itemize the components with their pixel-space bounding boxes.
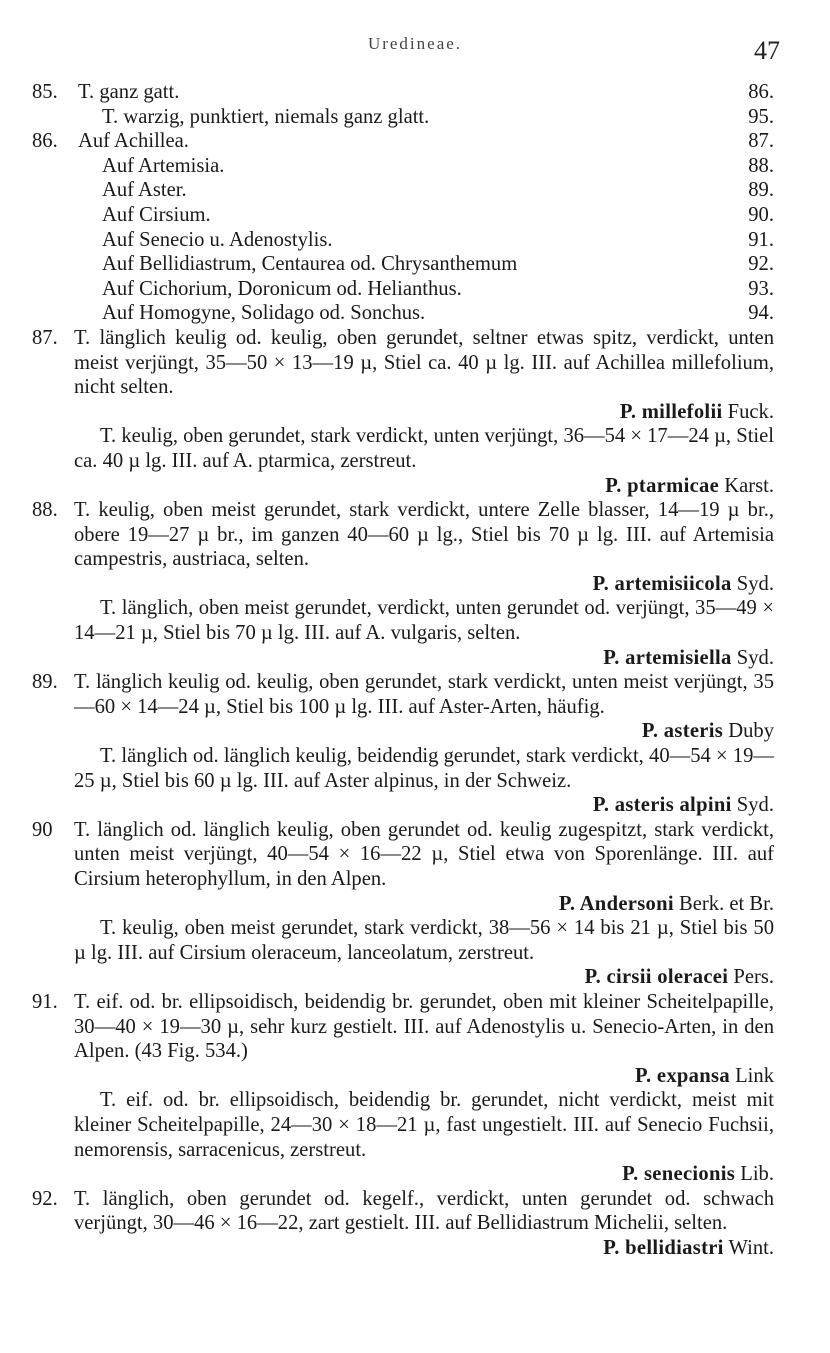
species-entry [32, 424, 774, 498]
entry-body [74, 670, 774, 744]
key-line-text: Auf Cirsium. [102, 203, 211, 226]
couplet-reference: 89. [748, 179, 774, 202]
couplet-number: 92. [32, 1187, 58, 1210]
couplet-number: 88. [32, 499, 58, 522]
entry-description: T. länglich od. länglich keulig, oben gerundet od. keulig zugespitzt, stark verdickt, unten meist verjüngt, 40—54 × 16—22 µ, Stiel etwa von Sporenlänge. III. auf Cirsium heterophyllum, in den Alpen. [74, 818, 774, 890]
species-citation [74, 646, 774, 671]
couplet-reference: 86. [748, 81, 774, 103]
entry-description: T. keulig, oben meist gerundet, stark verdickt, 38—56 × 14 bis 21 µ, Stiel bis 50 µ lg. III. auf Cirsium oleraceum, lanceolatum, zerstreut. [74, 917, 774, 964]
key-line [32, 203, 774, 228]
key-line [32, 252, 774, 277]
species-entry [32, 1088, 774, 1186]
couplet-number: 90 [32, 818, 53, 841]
key-content [32, 80, 774, 1261]
entry-description: T. keulig, oben meist gerundet, stark verdickt, untere Zelle blasser, 14—19 µ br., obere 19—27 µ br., im ganzen 40—60 µ lg., Stiel bis 70 µ lg. III. auf Artemisia campestris, austriaca, selten. [74, 499, 774, 571]
species-citation [74, 400, 774, 425]
species-name: P. senecionis [622, 1163, 736, 1186]
species-name: P. expansa [635, 1064, 730, 1087]
key-line-text: Auf Senecio u. Adenostylis. [102, 228, 333, 251]
species-citation [74, 793, 774, 818]
entry-body [74, 1187, 774, 1261]
couplet-reference: 87. [748, 130, 774, 153]
key-line [32, 178, 774, 203]
key-line-text: Auf Artemisia. [102, 154, 225, 177]
key-line [32, 228, 774, 253]
species-entry [32, 744, 774, 818]
entry-description: T. länglich, oben meist gerundet, verdickt, unten gerundet od. verjüngt, 35—49 × 14—21 µ, Stiel bis 70 µ lg. III. auf A. vulgaris, selten. [74, 597, 774, 645]
entry-body [74, 498, 774, 596]
couplet-number: 85. [32, 81, 58, 103]
couplet-reference: 92. [748, 253, 774, 276]
key-line-text: Auf Cichorium, Doronicum od. Helianthus. [102, 277, 462, 300]
species-name: P. artemisiicola [592, 572, 732, 595]
species-name: P. artemisiella [603, 646, 732, 669]
species-citation [74, 965, 774, 990]
key-simple-list [32, 80, 774, 326]
entry-body [74, 990, 774, 1088]
species-author: Pers. [733, 966, 774, 989]
species-name: P. ptarmicae [605, 474, 720, 497]
species-name: P. Andersoni [558, 892, 674, 915]
species-author: Duby [728, 720, 774, 743]
species-entry [32, 326, 774, 424]
species-entry [32, 990, 774, 1088]
entry-body [74, 424, 774, 498]
entry-description: T. länglich keulig od. keulig, oben gerundet, stark verdickt, unten meist verjüngt, 35—60 × 14—24 µ, Stiel bis 100 µ lg. III. auf Aster-Arten, häufig. [74, 671, 774, 718]
couplet-reference: 88. [748, 154, 774, 177]
key-line-text: Auf Bellidiastrum, Centaurea od. Chrysanthemum [102, 253, 518, 276]
couplet-number: 89. [32, 671, 58, 694]
running-head: Uredineae. [367, 34, 463, 53]
couplet-number: 86. [32, 130, 58, 153]
key-line-text: Auf Achillea. [78, 130, 189, 153]
key-line [32, 301, 774, 326]
key-line-text: Auf Aster. [102, 179, 187, 202]
species-author: Link [735, 1064, 774, 1087]
key-line [32, 154, 774, 179]
species-author: Karst. [724, 474, 774, 497]
entry-body [74, 916, 774, 990]
species-author: Syd. [736, 572, 774, 595]
entry-description: T. keulig, oben gerundet, stark verdickt, unten verjüngt, 36—54 × 17—24 µ, Stiel ca. 40 µ lg. III. auf A. ptarmica, zerstreut. [74, 425, 774, 472]
key-line [32, 80, 774, 105]
key-line-text: Auf Homogyne, Solidago od. Sonchus. [102, 302, 426, 325]
entry-description: T. länglich keulig od. keulig, oben gerundet, seltner etwas spitz, verdickt, unten meist verjüngt, 35—50 × 13—19 µ, Stiel ca. 40 µ lg. III. auf Achillea millefolium, nicht selten. [74, 326, 774, 399]
species-entry [32, 596, 774, 670]
species-name: P. millefolii [619, 400, 723, 423]
key-line-text: T. ganz gatt. [78, 81, 180, 103]
species-author: Lib. [740, 1163, 774, 1186]
species-author: Syd. [736, 794, 774, 817]
species-citation [74, 719, 774, 744]
species-entry [32, 498, 774, 596]
entry-body [74, 326, 774, 424]
entry-body [74, 744, 774, 818]
key-line-text: T. warzig, punktiert, niemals ganz glatt. [102, 105, 430, 128]
species-author: Berk. et Br. [679, 892, 774, 915]
entry-description: T. eif. od. br. ellipsoidisch, beidendig br. gerundet, oben mit kleiner Scheitelpapille, 30—40 × 19—30 µ, sehr kurz gestielt. III. auf Adenostylis u. Senecio-Arten, in den Alpen. (43 Fig. 534.) [74, 990, 774, 1063]
species-entry [32, 916, 774, 990]
couplet-number: 87. [32, 326, 58, 349]
species-entry [32, 818, 774, 916]
couplet-reference: 95. [748, 105, 774, 128]
species-entry [32, 1187, 774, 1261]
key-line [32, 129, 774, 154]
couplet-reference: 90. [748, 203, 774, 226]
species-citation [74, 892, 774, 917]
species-citation [74, 1236, 774, 1261]
key-line [32, 105, 774, 130]
species-name: P. bellidiastri [603, 1236, 724, 1259]
entry-body [74, 818, 774, 916]
species-author: Fuck. [727, 400, 774, 423]
species-name: P. cirsii oleracei [584, 966, 729, 989]
species-name: P. asteris alpini [592, 794, 732, 817]
entry-description: T. länglich, oben gerundet od. kegelf., verdickt, unten gerundet od. schwach verjüngt, 30—46 × 16—22, zart gestielt. III. auf Bellidiastrum Michelii, selten. [74, 1187, 774, 1235]
species-entry [32, 670, 774, 744]
species-author: Syd. [736, 646, 774, 669]
species-citation [74, 572, 774, 597]
key-line [32, 277, 774, 302]
entry-description: T. länglich od. länglich keulig, beidendig gerundet, stark verdickt, 40—54 × 19—25 µ, Stiel bis 60 µ lg. III. auf Aster alpinus, in der Schweiz. [74, 745, 774, 792]
couplet-reference: 94. [748, 302, 774, 325]
species-name: P. asteris [641, 720, 724, 743]
species-citation [74, 1064, 774, 1089]
couplet-reference: 91. [748, 228, 774, 251]
entry-body [74, 1088, 774, 1186]
page-number: 47 [754, 36, 780, 65]
species-citation [74, 1162, 774, 1187]
key-entries [32, 326, 774, 1261]
species-citation [74, 474, 774, 499]
species-author: Wint. [728, 1236, 774, 1259]
entry-description: T. eif. od. br. ellipsoidisch, beidendig br. gerundet, nicht verdickt, meist mit kleiner Scheitelpapille, 24—30 × 18—21 µ, fast ungestielt. III. auf Senecio Fuchsii, nemorensis, sarracenicus, zerstreut. [74, 1089, 774, 1161]
couplet-reference: 93. [748, 277, 774, 300]
entry-body [74, 596, 774, 670]
couplet-number: 91. [32, 990, 58, 1013]
